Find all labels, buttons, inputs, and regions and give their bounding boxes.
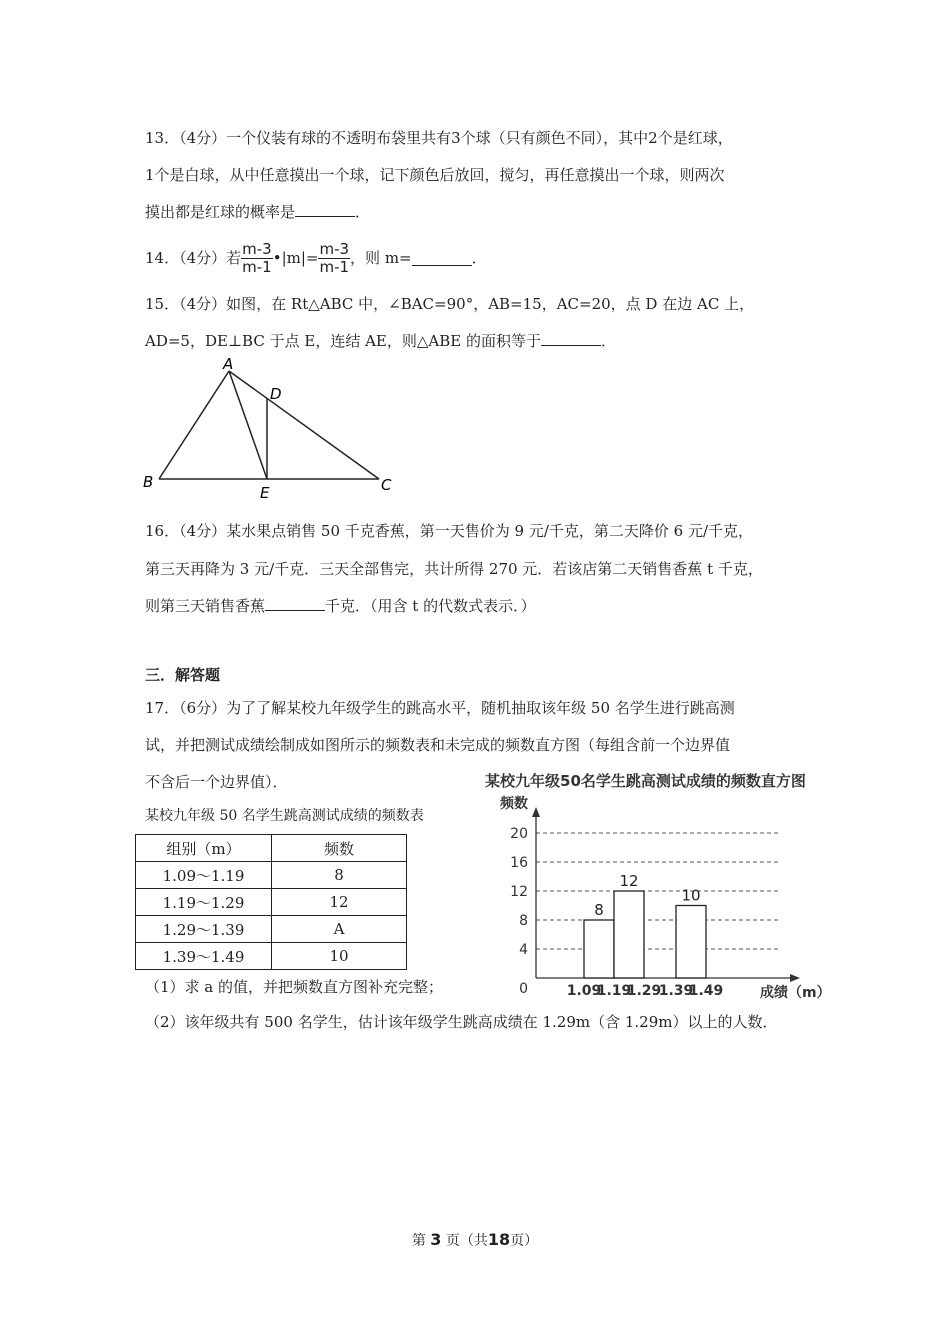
y-tick-label: 4	[519, 942, 528, 958]
q14-fraction-2	[318, 241, 350, 276]
q13-end: ．	[355, 203, 371, 221]
q16-line2: 第三天再降为 3 元/千克．三天全部售完，共计所得 270 元．若该店第二天销售香蕉 t 千克，	[145, 560, 763, 578]
footer-mid: 页（共	[445, 1233, 488, 1249]
histogram-bar	[584, 920, 614, 978]
table-header-row	[136, 835, 407, 862]
x-axis-label: 成绩（m）	[760, 985, 831, 1001]
x-tick-label: 1.39	[658, 983, 694, 999]
frequency-table	[135, 834, 407, 970]
footer-post: 页）	[510, 1233, 539, 1249]
segment-ae	[229, 371, 267, 479]
histogram-bar	[614, 891, 644, 978]
frac-numerator: m-3	[319, 239, 350, 258]
y-tick-label: 12	[510, 884, 528, 900]
table-cell: 1.29～1.39	[136, 916, 272, 943]
q14-suffix: ，则 m=	[350, 249, 412, 267]
triangle-diagram	[135, 355, 405, 505]
bar-data-label: 8	[594, 901, 604, 919]
q13-line1: 13．（4分）一个仪装有球的不透明布袋里共有3个球（只有颜色不同），其中2个是红球，	[145, 129, 733, 147]
table-cell: 12	[272, 889, 407, 916]
q16-line3b: 千克．（用含 t 的代数式表示．）	[325, 597, 536, 615]
frac-numerator: m-3	[242, 239, 272, 258]
label-b: B	[143, 473, 154, 491]
q17-sub1: （1）求 a 的值，并把频数直方图补充完整；	[145, 978, 444, 996]
label-d: D	[270, 385, 282, 403]
table-cell: A	[272, 916, 407, 943]
q13-line2: 1个是白球，从中任意摸出一个球，记下颜色后放回，搅匀，再任意摸出一个球，则两次	[145, 166, 725, 184]
label-e: E	[260, 484, 270, 502]
label-a: A	[223, 355, 234, 373]
label-c: C	[381, 476, 392, 494]
q16-line1: 16．（4分）某水果点销售 50 千克香蕉，第一天售价为 9 元/千克，第二天降价 6 元/千克，	[145, 522, 754, 540]
table-row	[136, 943, 407, 970]
table-row	[136, 862, 407, 889]
answer-blank	[295, 202, 355, 217]
x-tick-label: 1.19	[596, 983, 632, 999]
q14-prefix: 14．（4分）若	[145, 249, 242, 267]
answer-blank	[265, 596, 325, 611]
segment-ab	[159, 371, 229, 479]
y-axis-arrow	[532, 807, 540, 817]
q17-line1: 17．（6分）为了了解某校九年级学生的跳高水平，随机抽取该年级 50 名学生进行跳高测	[145, 699, 735, 717]
y-tick-label: 16	[510, 855, 528, 871]
q14-mid: •|m|=	[272, 249, 319, 267]
q14-line	[145, 237, 487, 279]
q17-sub2: （2）该年级共有 500 名学生，估计该年级学生跳高成绩在 1.29m（含 1.29m）以上的人数．	[145, 1013, 778, 1031]
table-cell: 8	[272, 862, 407, 889]
y-tick-label: 0	[519, 981, 528, 997]
q15-line2	[145, 331, 616, 351]
q17-line3: 不含后一个边界值）．	[145, 773, 288, 791]
q16-line3a: 则第三天销售香蕉	[145, 597, 266, 615]
table-cell: 1.39～1.49	[136, 943, 272, 970]
histogram-bar	[676, 906, 706, 979]
footer-pre: 第	[411, 1233, 426, 1249]
x-tick-label: 1.49	[688, 983, 724, 999]
table-caption: 某校九年级 50 名学生跳高测试成绩的频数表	[145, 808, 424, 824]
q15-line2-text: AD=5，DE⊥BC 于点 E，连结 AE，则△ABE 的面积等于	[145, 332, 541, 350]
segment-ac	[229, 371, 379, 479]
frac-denominator: m-1	[242, 257, 272, 276]
q16-line3	[145, 596, 536, 616]
bar-data-label: 12	[619, 872, 639, 890]
table-row	[136, 916, 407, 943]
frac-denominator: m-1	[319, 257, 350, 276]
x-tick-label: 1.29	[626, 983, 662, 999]
answer-blank	[412, 251, 472, 266]
chart-title: 某校九年级50名学生跳高测试成绩的频数直方图	[485, 772, 806, 790]
answer-blank	[541, 331, 601, 346]
x-axis-arrow	[790, 974, 800, 982]
total-pages: 18	[487, 1230, 511, 1249]
page-number: 3	[430, 1230, 442, 1249]
section-title: 三．解答题	[145, 666, 221, 684]
table-cell: 1.19～1.29	[136, 889, 272, 916]
table-cell: 1.09～1.19	[136, 862, 272, 889]
q13-line3-text: 摸出都是红球的概率是	[145, 203, 296, 221]
y-tick-label: 20	[510, 826, 528, 842]
q14-end: ．	[471, 249, 487, 267]
table-row	[136, 889, 407, 916]
q14-fraction-1	[241, 241, 273, 276]
q15-line1: 15．（4分）如图，在 Rt△ABC 中，∠BAC=90°，AB=15，AC=20，点 D 在边 AC 上，	[145, 295, 755, 313]
y-axis-label: 频数	[500, 796, 528, 812]
y-tick-label: 8	[519, 913, 528, 929]
table-header: 组别（m）	[136, 835, 272, 862]
table-cell: 10	[272, 943, 407, 970]
q13-line3	[145, 202, 370, 222]
table-header: 频数	[272, 835, 407, 862]
bar-data-label: 10	[681, 886, 701, 905]
x-tick-label: 1.09	[566, 983, 602, 999]
histogram-chart	[480, 765, 850, 1005]
q15-end: ．	[600, 332, 616, 350]
page-footer	[0, 1230, 950, 1250]
q17-line2: 试，并把测试成绩绘制成如图所示的频数表和未完成的频数直方图（每组含前一个边界值	[145, 736, 731, 754]
